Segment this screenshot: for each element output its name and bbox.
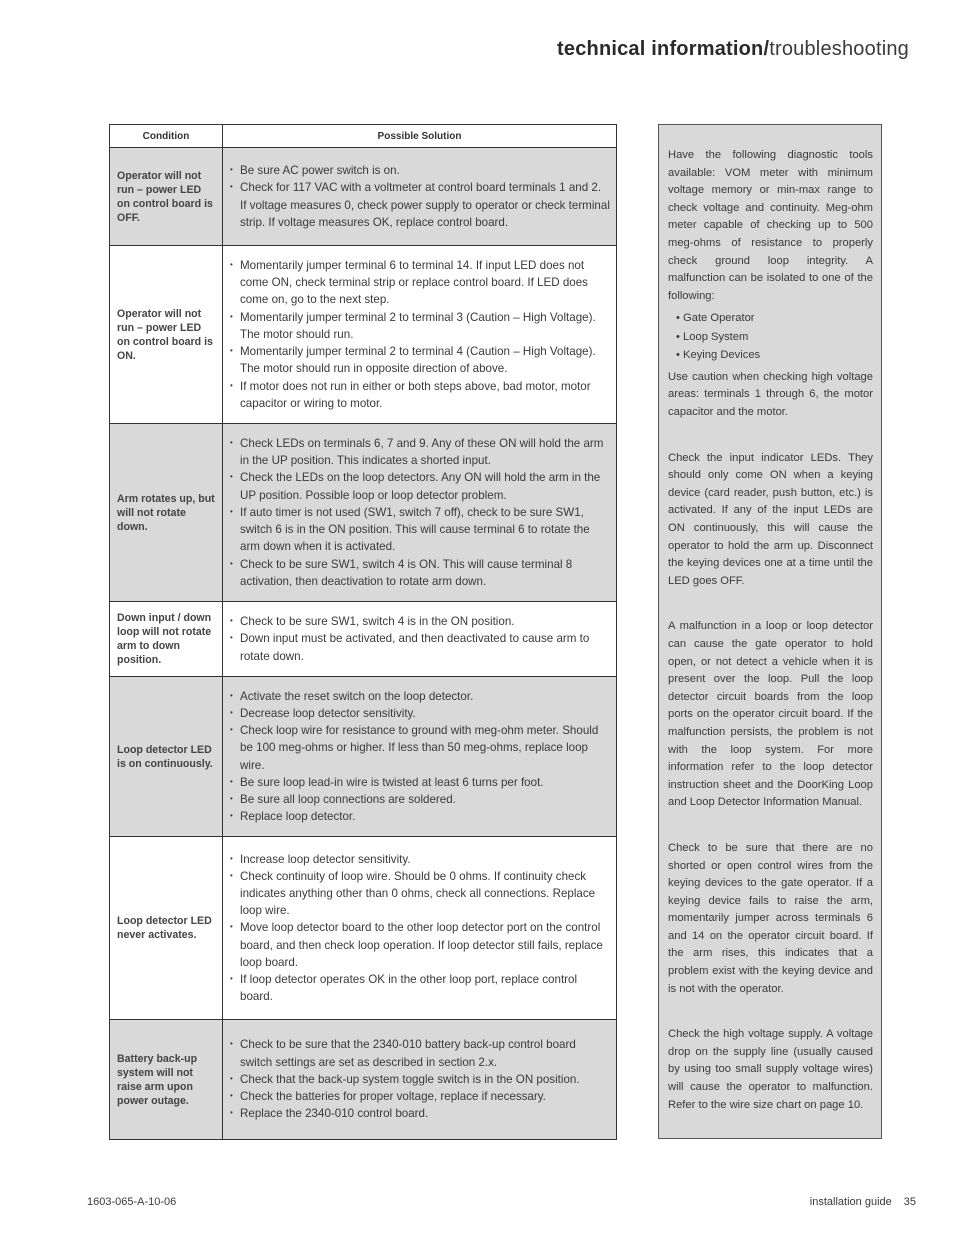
- solution-cell: [223, 677, 617, 837]
- solution-list: [230, 851, 610, 1006]
- solution-item: • Be sure all loop connections are soldered.: [230, 791, 610, 808]
- table-row: [110, 602, 617, 677]
- header-light: troubleshooting: [769, 38, 909, 60]
- solution-item: • Check to be sure SW1, switch 4 is in the ON position.: [230, 613, 610, 630]
- solution-item: • Check to be sure SW1, switch 4 is ON. This will cause terminal 8 activation, then deactivation to rotate arm down.: [230, 556, 610, 590]
- solution-cell: [223, 424, 617, 602]
- sidebar-intro: Have the following diagnostic tools available: VOM meter with minimum voltage memory or min-max range to check voltage and continuity. Meg-ohm meter capable of checking up to 500 meg-ohms of resistance to properly check ground loop integrity. A malfunction can be isolated to one of the following:: [668, 149, 873, 302]
- sidebar-panel: [658, 124, 882, 1139]
- solution-item: • Increase loop detector sensitivity.: [230, 851, 610, 868]
- condition-cell: Loop detector LED never activates.: [110, 837, 223, 1020]
- sidebar-list: [668, 309, 873, 365]
- condition-cell: Battery back-up system will not raise arm upon power outage.: [110, 1020, 223, 1140]
- solution-item: • Check the LEDs on the loop detectors. Any ON will hold the arm in the UP position. Possible loop or loop detector problem.: [230, 469, 610, 503]
- table-row: [110, 837, 617, 1020]
- solution-item: • Move loop detector board to the other loop detector port on the control board, and then check loop operation. If loop detector still fails, replace loop board.: [230, 919, 610, 971]
- solution-item: • If loop detector operates OK in the other loop port, replace control board.: [230, 971, 610, 1005]
- solution-list: [230, 257, 610, 412]
- solution-item: • Check loop wire for resistance to ground with meg-ohm meter. Should be 100 meg-ohms or higher. If less than 50 meg-ohms, replace loop wire.: [230, 722, 610, 774]
- solution-item: • Check continuity of loop wire. Should be 0 ohms. If continuity check indicates anything other than 0 ohms, check all connections. Replace loop wire.: [230, 868, 610, 920]
- solution-item: • If auto timer is not used (SW1, switch 7 off), check to be sure SW1, switch 6 is in the ON position. This will cause terminal 6 to rotate the arm down when it is activated.: [230, 504, 610, 556]
- sidebar-caution: Use caution when checking high voltage areas: terminals 1 through 6, the motor capacitor and the motor.: [668, 370, 873, 419]
- solution-item: • Be sure AC power switch is on.: [230, 162, 610, 179]
- sidebar-leds: Check the input indicator LEDs. They should only come ON when a keying device (card reader, push button, etc.) is activated. If any of the input LEDs are ON continuously, this will cause the operator to hold the arm up. Disconnect the keying devices one at a time until the LED goes OFF.: [668, 451, 873, 587]
- table-row: [110, 148, 617, 246]
- solution-item: • Momentarily jumper terminal 2 to terminal 4 (Caution – High Voltage). The motor should run in opposite direction of above.: [230, 343, 610, 377]
- page-header: [557, 38, 909, 61]
- solution-item: • Be sure loop lead-in wire is twisted at least 6 turns per foot.: [230, 774, 610, 791]
- solution-cell: [223, 1020, 617, 1140]
- solution-item: • If motor does not run in either or both steps above, bad motor, motor capacitor or wiring to motor.: [230, 378, 610, 412]
- condition-cell: Operator will not run – power LED on control board is ON.: [110, 246, 223, 424]
- solution-item: • Activate the reset switch on the loop detector.: [230, 688, 610, 705]
- table-row: [110, 677, 617, 837]
- condition-cell: Down input / down loop will not rotate arm to down position.: [110, 602, 223, 677]
- condition-cell: Operator will not run – power LED on control board is OFF.: [110, 148, 223, 246]
- list-item: • Keying Devices: [676, 349, 761, 362]
- solution-list: [230, 688, 610, 826]
- page-footer: [810, 1196, 916, 1208]
- solution-list: [230, 435, 610, 590]
- solution-item: • Check the batteries for proper voltage, replace if necessary.: [230, 1088, 610, 1105]
- header-bold: technical information/: [557, 38, 770, 60]
- solution-item: • Check that the back-up system toggle switch is in the ON position.: [230, 1071, 610, 1088]
- solution-item: • Momentarily jumper terminal 2 to terminal 3 (Caution – High Voltage). The motor should run.: [230, 309, 610, 343]
- solution-item: • Check for 117 VAC with a voltmeter at control board terminals 1 and 2. If voltage measures 0, check power supply to operator or check terminal strip. If voltage measures OK, replace control board.: [230, 179, 610, 231]
- guide-label: installation guide: [809, 1196, 892, 1208]
- list-item: • Gate Operator: [676, 312, 755, 325]
- condition-cell: Loop detector LED is on continuously.: [110, 677, 223, 837]
- sidebar-voltage: Check the high voltage supply. A voltage drop on the supply line (usually caused by using too small supply voltage wires) will cause the operator to malfunction. Refer to the wire size chart on page 10.: [668, 1028, 873, 1111]
- solution-cell: [223, 246, 617, 424]
- table-row: [110, 246, 617, 424]
- solution-item: • Momentarily jumper terminal 6 to terminal 14. If input LED does not come ON, check terminal strip or replace control board. If LED does come on, go to the next step.: [230, 257, 610, 309]
- solution-item: • Decrease loop detector sensitivity.: [230, 705, 610, 722]
- col-solution: Possible Solution: [223, 125, 617, 148]
- sidebar-loop: A malfunction in a loop or loop detector can cause the gate operator to hold open, or not detect a vehicle when it is present over the loop. Pull the loop detector circuit boards from the loop ports on the operator circuit board. If the malfunction persists, the problem is not with the loop system. For more information refer to the loop detector instruction sheet and the DoorKing Loop and Loop Detector Information Manual.: [668, 620, 873, 809]
- solution-list: [230, 613, 610, 665]
- solution-item: • Check LEDs on terminals 6, 7 and 9. Any of these ON will hold the arm in the UP position. This indicates a shorted input.: [230, 435, 610, 469]
- doc-number: 1603-065-A-10-06: [87, 1196, 177, 1208]
- solution-item: • Replace loop detector.: [230, 808, 610, 825]
- solution-cell: [223, 148, 617, 246]
- solution-cell: [223, 837, 617, 1020]
- solution-cell: [223, 602, 617, 677]
- sidebar-wires: Check to be sure that there are no shorted or open control wires from the keying devices to the gate operator. If a keying device fails to raise the arm, momentarily jumper across terminals 6 and 14 on the operator circuit board. If the arm rises, this indicates that a problem exist with the keying device and is not with the operator.: [668, 841, 873, 995]
- solution-list: [230, 162, 610, 231]
- solution-list: [230, 1036, 610, 1122]
- solution-item: • Check to be sure that the 2340-010 battery back-up control board switch settings are set as described in section 2.x.: [230, 1036, 610, 1070]
- table-row: [110, 1020, 617, 1140]
- solution-item: • Down input must be activated, and then deactivated to cause arm to rotate down.: [230, 630, 610, 664]
- col-condition: Condition: [110, 125, 223, 148]
- troubleshooting-table: [109, 124, 617, 1140]
- condition-cell: Arm rotates up, but will not rotate down.: [110, 424, 223, 602]
- page-number: 35: [903, 1196, 916, 1208]
- solution-item: • Replace the 2340-010 control board.: [230, 1105, 610, 1122]
- table-row: [110, 424, 617, 602]
- list-item: • Loop System: [676, 330, 749, 343]
